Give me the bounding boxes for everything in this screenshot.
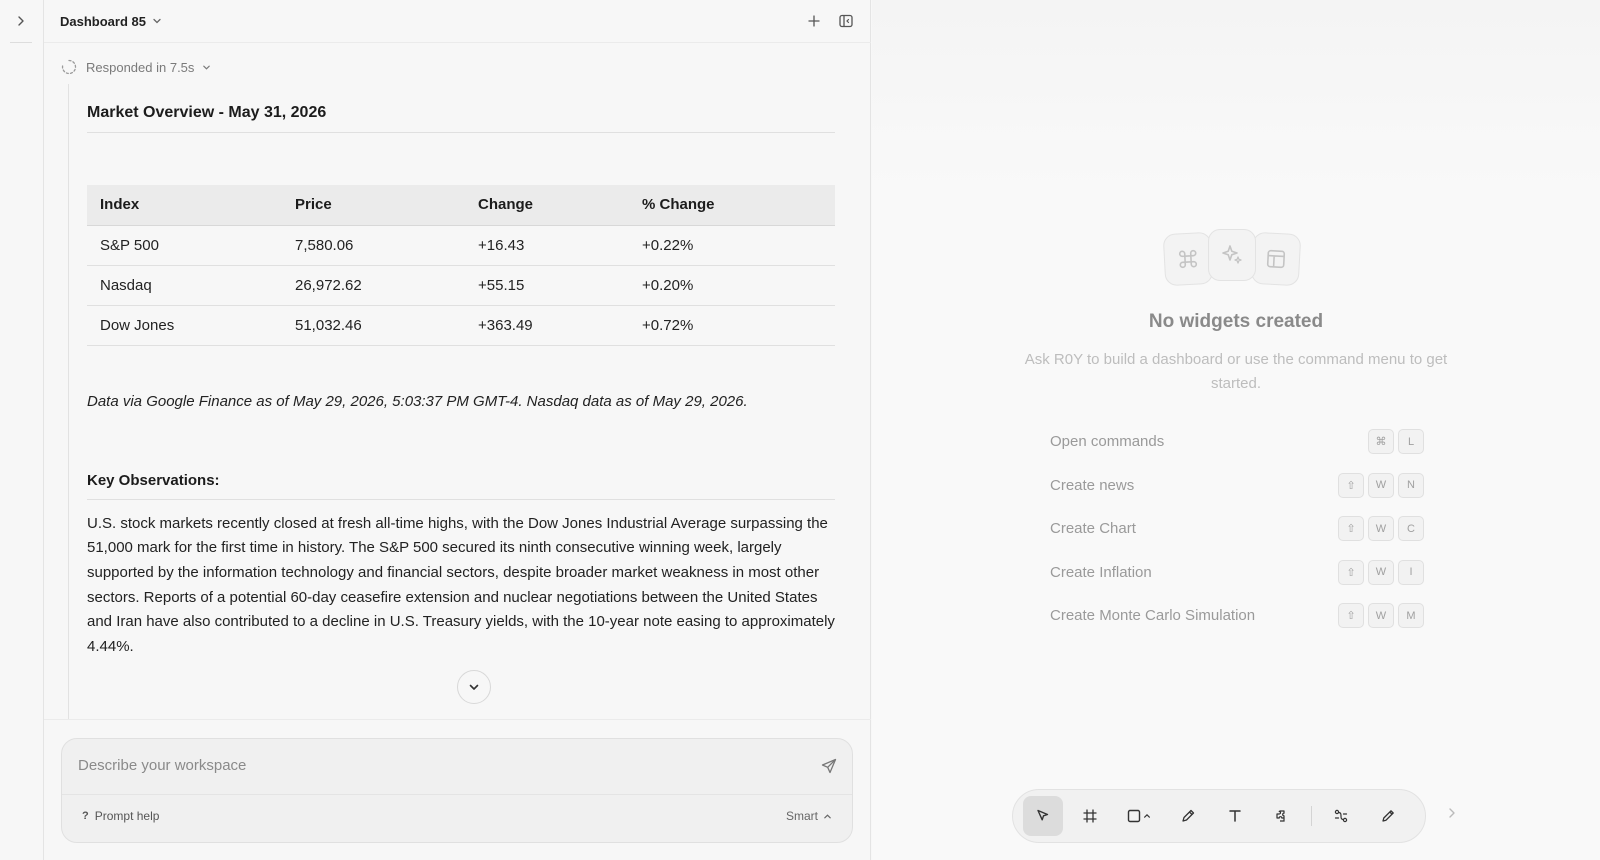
thread-line (68, 84, 69, 719)
dashboard-title: Dashboard 85 (60, 13, 146, 29)
command-label: Create news (1050, 476, 1135, 494)
canvas[interactable] (872, 0, 1600, 860)
shortcut-keys (1338, 473, 1424, 498)
send-icon[interactable] (820, 757, 838, 780)
response-status[interactable] (60, 58, 211, 76)
command-label: Open commands (1050, 433, 1165, 451)
chevron-right-icon[interactable] (1446, 806, 1458, 824)
shortcut-key: W (1368, 473, 1394, 498)
command-create-news[interactable] (1050, 464, 1424, 508)
layout-icon (1251, 232, 1302, 286)
table-cell: +363.49 (465, 305, 629, 345)
chat-panel (44, 0, 871, 860)
mode-selector[interactable] (786, 809, 832, 823)
shortcut-keys (1338, 516, 1424, 541)
composer-divider (62, 794, 852, 795)
rail-divider (10, 42, 32, 43)
shortcut-key: I (1398, 560, 1424, 585)
message-content (87, 104, 835, 660)
composer-area (44, 719, 871, 860)
sparkle-icon (1208, 229, 1256, 281)
text-tool-icon[interactable] (1215, 796, 1255, 836)
shortcut-key: M (1398, 603, 1424, 628)
column-header: Price (282, 185, 465, 225)
table-cell: +0.20% (629, 265, 835, 305)
column-header: % Change (629, 185, 835, 225)
chevron-down-icon (468, 681, 480, 693)
shortcut-key: N (1398, 473, 1424, 498)
table-row (87, 305, 835, 345)
connector-tool-icon[interactable] (1321, 796, 1361, 836)
left-rail (0, 0, 44, 860)
table-header-row (87, 185, 835, 225)
shortcut-key: W (1368, 560, 1394, 585)
frame-tool-icon[interactable] (1070, 796, 1110, 836)
empty-state-title: No widgets created (1148, 311, 1324, 332)
message-scroll-area[interactable] (44, 44, 871, 719)
shortcut-key: ⇧ (1338, 560, 1364, 585)
response-status-text: Responded in 7.5s (86, 59, 195, 75)
prompt-input[interactable] (78, 753, 778, 777)
mode-label: Smart (785, 809, 818, 823)
command-open-commands[interactable] (1050, 420, 1424, 464)
observations-heading: Key Observations: (87, 472, 835, 500)
command-label: Create Inflation (1050, 563, 1152, 581)
shortcut-key: W (1368, 603, 1394, 628)
empty-state-subtitle: Ask R0Y to build a dashboard or use the command menu to get started. (1024, 351, 1448, 392)
data-source-note: Data via Google Finance as of May 29, 2026, 5:03:37 PM GMT-4. Nasdaq data as of May 29, 2026. (87, 392, 748, 410)
command-label: Create Monte Carlo Simulation (1050, 607, 1256, 625)
column-header: Index (87, 185, 282, 225)
shortcut-key: ⇧ (1338, 516, 1364, 541)
command-label: Create Chart (1050, 520, 1136, 538)
edit-tool-icon[interactable] (1368, 796, 1408, 836)
shortcut-keys (1338, 560, 1424, 585)
chat-header (44, 0, 871, 43)
shortcut-key: ⇧ (1338, 473, 1364, 498)
question-icon: ? (82, 810, 89, 822)
chevron-down-icon (152, 16, 162, 26)
table-cell: +0.72% (629, 305, 835, 345)
observations-paragraph: U.S. stock markets recently closed at fresh all-time highs, with the Dow Jones Industrial Average surpassing the 51,000 mark for the first time in history. The S&P 500 secured its ninth consecutive winning week, largely supported by the information technology and financial sectors, despite broader market weakness in most other sectors. Reports of a potential 60-day ceasefire extension and nuclear negotiations between the United States and Iran have also contributed to a decline in U.S. Treasury yields, with the 10-year note easing to approximately 4.44%. (87, 514, 835, 656)
pen-tool-icon[interactable] (1168, 796, 1208, 836)
table-cell: 7,580.06 (282, 225, 465, 265)
table-cell: Dow Jones (87, 305, 282, 345)
table-cell: Nasdaq (87, 265, 282, 305)
select-tool-icon[interactable] (1023, 796, 1063, 836)
shape-tool-icon[interactable] (1117, 796, 1161, 836)
table-row (87, 265, 835, 305)
shortcut-key: ⌘ (1368, 429, 1394, 454)
scroll-down-button[interactable] (457, 670, 491, 704)
canvas-top-band (872, 0, 1600, 190)
chevron-down-icon (202, 63, 211, 72)
shortcut-key: W (1368, 516, 1394, 541)
panel-toggle-icon[interactable] (837, 12, 855, 30)
chevron-up-icon (823, 812, 832, 821)
prompt-help-button[interactable] (82, 809, 159, 823)
message-title: Market Overview - May 31, 2026 (87, 104, 835, 133)
plus-icon[interactable] (805, 12, 823, 30)
command-key-icon (1163, 232, 1214, 286)
dashboard-selector[interactable] (60, 14, 162, 29)
command-create-inflation[interactable] (1050, 551, 1424, 595)
command-create-chart[interactable] (1050, 507, 1424, 551)
chevron-up-icon (1143, 812, 1151, 820)
spinner-icon (60, 58, 78, 76)
table-cell: 51,032.46 (282, 305, 465, 345)
shortcut-key: L (1398, 429, 1424, 454)
shortcut-keys (1338, 603, 1424, 628)
prompt-help-label: Prompt help (94, 809, 160, 823)
table-cell: +55.15 (465, 265, 629, 305)
shortcut-key: ⇧ (1338, 603, 1364, 628)
command-create-monte-carlo[interactable] (1050, 594, 1424, 638)
canvas-toolbar (1012, 789, 1426, 843)
table-cell: S&P 500 (87, 225, 282, 265)
composer (61, 738, 853, 843)
column-header: Change (465, 185, 629, 225)
market-table (87, 185, 835, 346)
toolbar-separator (1311, 806, 1312, 826)
empty-state-illustration (1164, 229, 1304, 289)
expand-sidebar-icon[interactable] (10, 10, 32, 32)
table-row (87, 225, 835, 265)
shortcut-keys (1368, 429, 1424, 454)
shortcut-key: C (1398, 516, 1424, 541)
table-cell: 26,972.62 (282, 265, 465, 305)
widget-tool-icon[interactable] (1262, 796, 1302, 836)
table-cell: +16.43 (465, 225, 629, 265)
command-list (1050, 420, 1424, 638)
table-cell: +0.22% (629, 225, 835, 265)
